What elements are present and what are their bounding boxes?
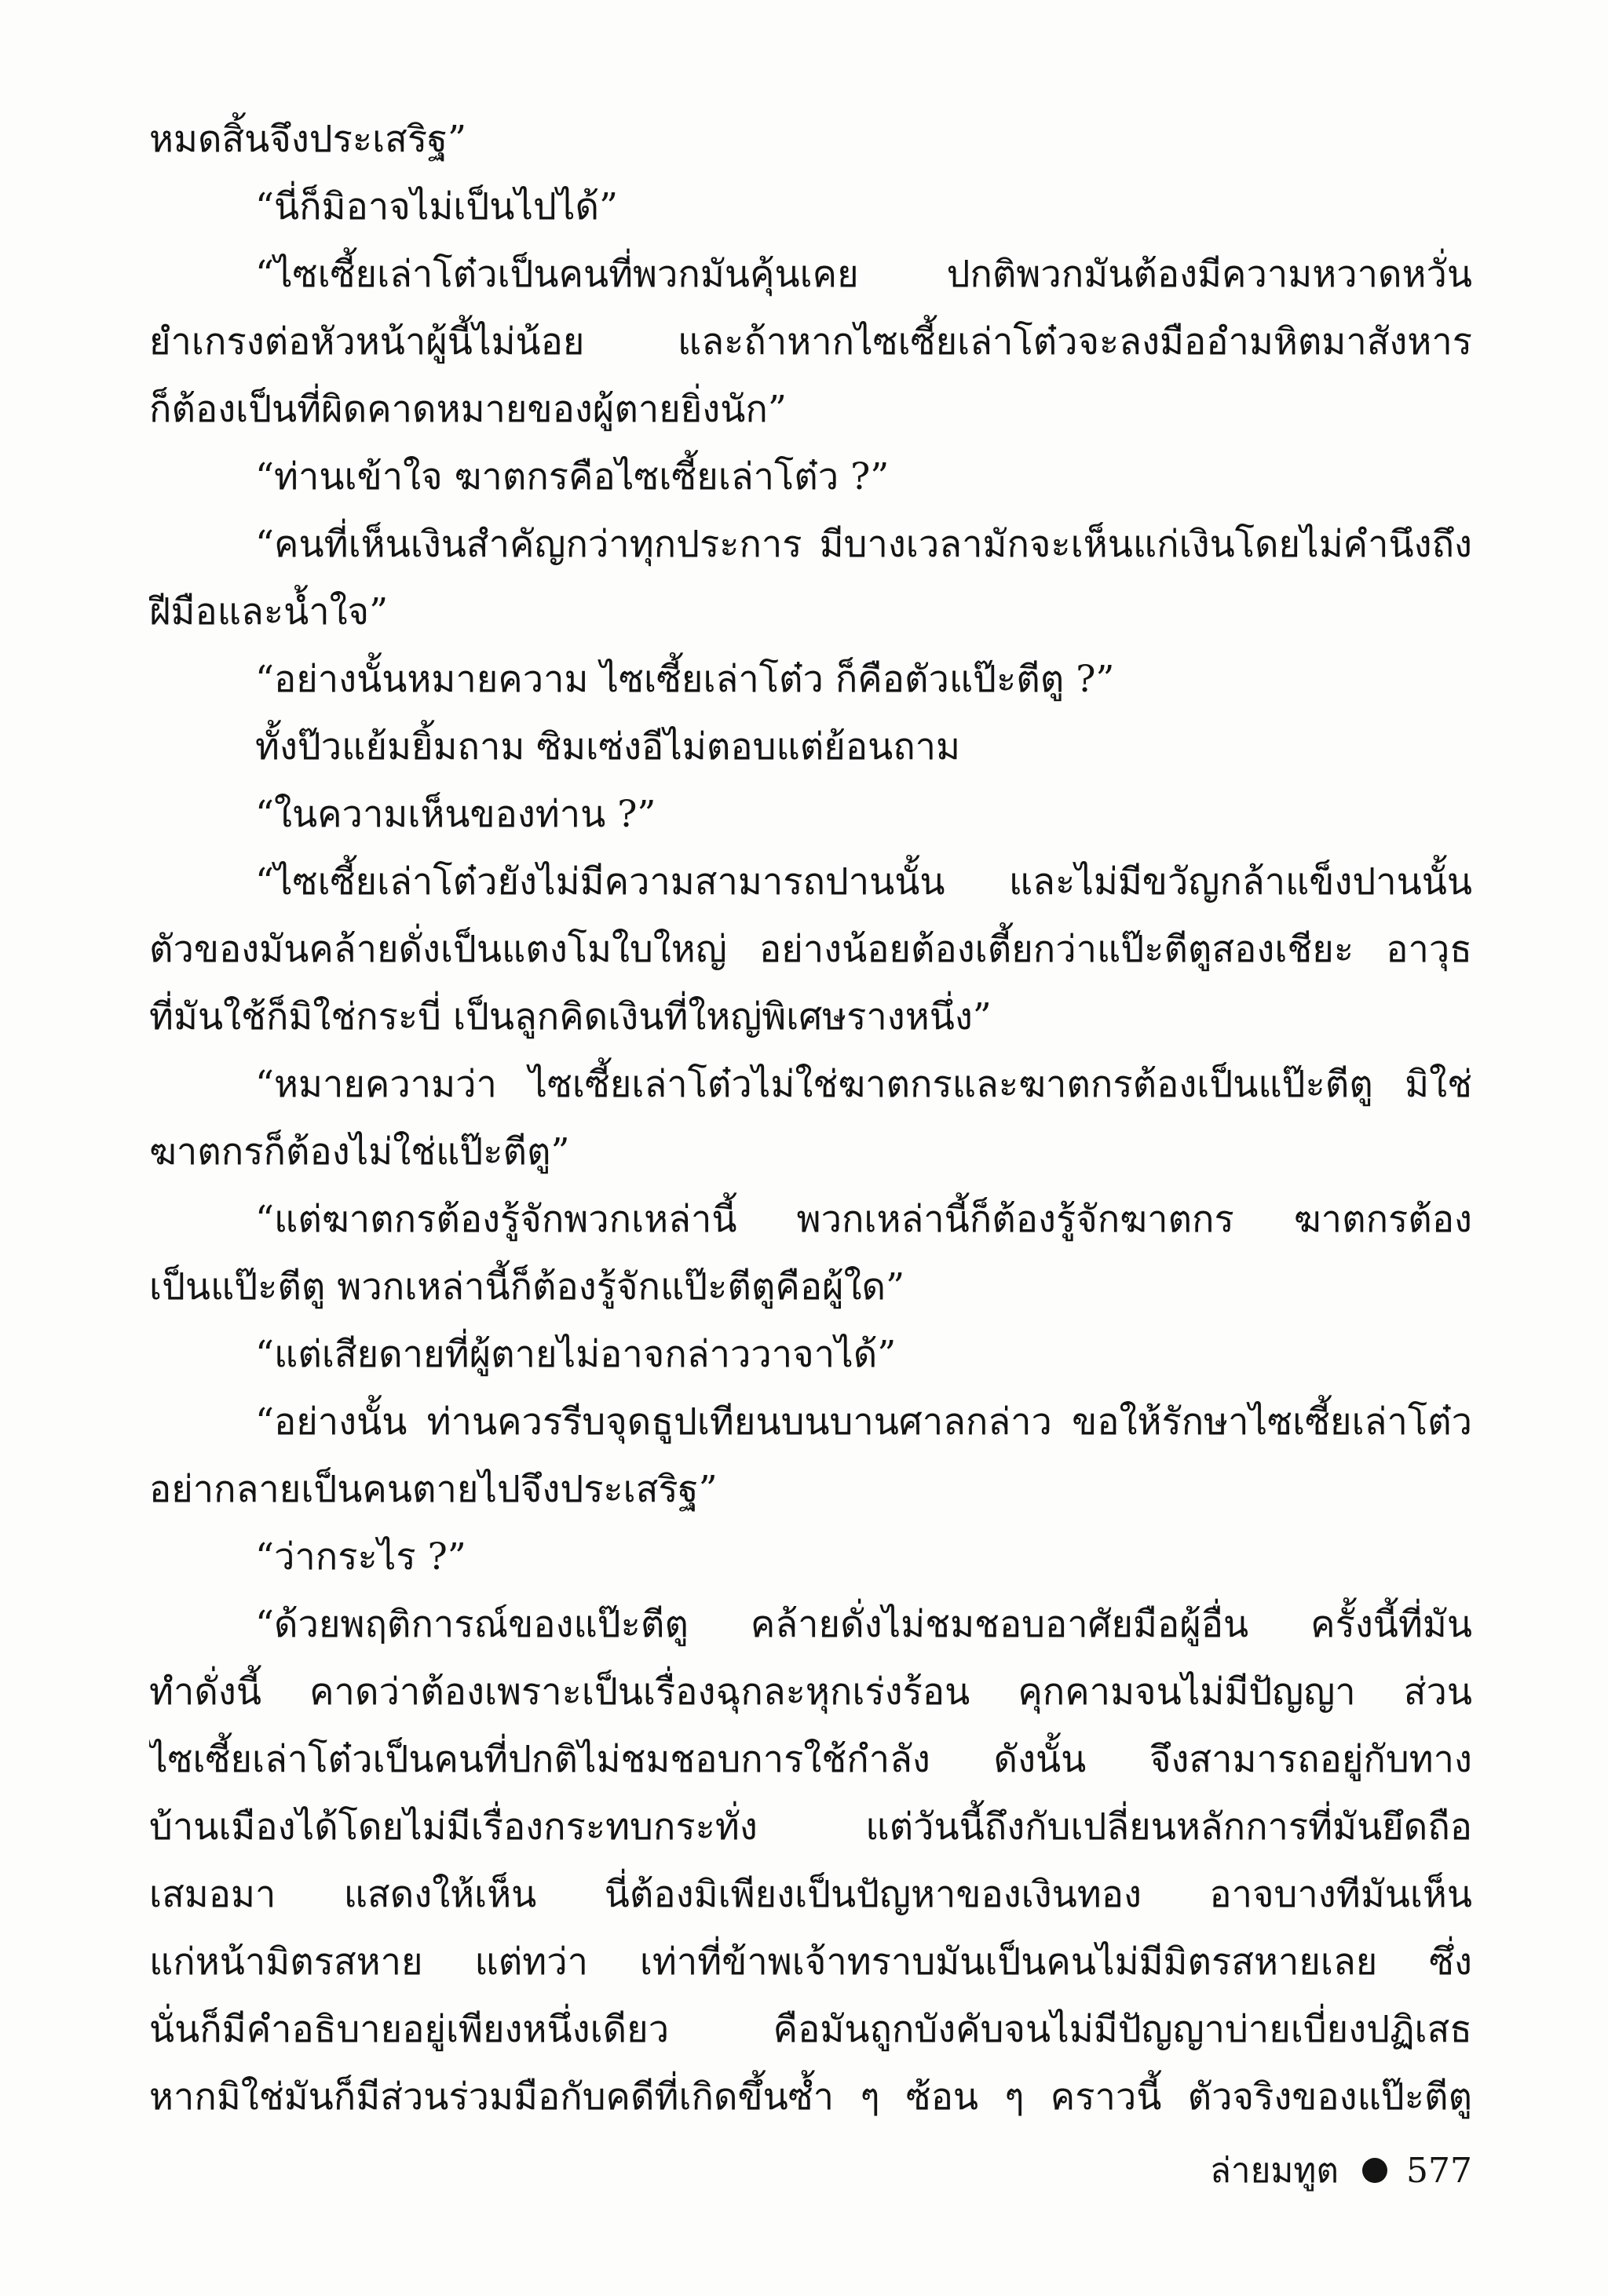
page-footer — [1186, 2147, 1472, 2194]
text-line: เป็นแป๊ะตีตู พวกเหล่านี้ก็ต้องรู้จักแป๊ะตีตูคือผู้ใด” — [149, 1265, 905, 1309]
text-line: ยำเกรงต่อหัวหน้าผู้นี้ไม่น้อย และถ้าหากไซเซี้ยเล่าโต๋วจะลงมืออำมหิตมาสังหาร — [149, 320, 1472, 363]
text-line: “ว่ากระไร ?” — [255, 1535, 466, 1579]
text-line: “ไซเซี้ยเล่าโต๋วเป็นคนที่พวกมันคุ้นเคย ปกติพวกมันต้องมีความหวาดหวั่น — [255, 253, 1472, 296]
text-line: แก่หน้ามิตรสหาย แต่ทว่า เท่าที่ข้าพเจ้าทราบมันเป็นคนไม่มีมิตรสหายเลย ซึ่ง — [149, 1940, 1472, 1984]
text-line: “หมายความว่า ไซเซี้ยเล่าโต๋วไม่ใช่ฆาตกรและฆาตกรต้องเป็นแป๊ะตีตู มิใช่ — [255, 1063, 1472, 1106]
text-line: “ท่านเข้าใจ ฆาตกรคือไซเซี้ยเล่าโต๋ว ?” — [255, 455, 890, 498]
text-line: “ด้วยพฤติการณ์ของแป๊ะตีตู คล้ายดั่งไม่ชมชอบอาศัยมือผู้อื่น ครั้งนี้ที่มัน — [255, 1603, 1472, 1646]
text-line: เสมอมา แสดงให้เห็น นี่ต้องมิเพียงเป็นปัญหาของเงินทอง อาจบางทีมันเห็น — [149, 1873, 1472, 1916]
text-line: ฆาตกรก็ต้องไม่ใช่แป๊ะตีตู” — [149, 1130, 570, 1174]
text-line: “แต่เสียดายที่ผู้ตายไม่อาจกล่าววาจาได้” — [255, 1333, 897, 1376]
book-title: ล่ายมทูต — [1209, 2151, 1339, 2191]
text-line: “อย่างนั้น ท่านควรรีบจุดธูปเทียนบนบานศาลกล่าว ขอให้รักษาไซเซี้ยเล่าโต๋ว — [255, 1400, 1472, 1444]
body-text — [149, 106, 1472, 2131]
text-line: ที่มันใช้ก็มิใช่กระบี่ เป็นลูกคิดเงินที่ใหญ่พิเศษรางหนึ่ง” — [149, 995, 992, 1038]
text-line: ทั้งป๊วแย้มยิ้มถาม ซิมเซ่งอีไม่ตอบแต่ย้อนถาม — [255, 725, 961, 768]
text-line: นั่นก็มีคำอธิบายอยู่เพียงหนึ่งเดียว คือมันถูกบังคับจนไม่มีปัญญาบ่ายเบี่ยงปฏิเสธ — [149, 2008, 1472, 2051]
text-line: บ้านเมืองได้โดยไม่มีเรื่องกระทบกระทั่ง แต่วันนี้ถึงกับเปลี่ยนหลักการที่มันยึดถือ — [149, 1805, 1472, 1849]
text-line: ก็ต้องเป็นที่ผิดคาดหมายของผู้ตายยิ่งนัก” — [149, 388, 787, 431]
text-line: ฝีมือและน้ำใจ” — [149, 590, 389, 633]
text-line: ไซเซี้ยเล่าโต๋วเป็นคนที่ปกติไม่ชมชอบการใช้กำลัง ดังนั้น จึงสามารถอยู่กับทาง — [149, 1738, 1472, 1781]
text-line: “อย่างนั้นหมายความ ไซเซี้ยเล่าโต๋ว ก็คือตัวแป๊ะตีตู ?” — [255, 658, 1115, 701]
text-line: หากมิใช่มันก็มีส่วนร่วมมือกับคดีที่เกิดขึ้นซ้ำ ๆ ซ้อน ๆ คราวนี้ ตัวจริงของแป๊ะตีตู — [149, 2075, 1472, 2119]
page-number: 577 — [1406, 2150, 1472, 2191]
text-line: หมดสิ้นจึงประเสริฐ” — [149, 118, 467, 161]
text-line: ทำดั่งนี้ คาดว่าต้องเพราะเป็นเรื่องฉุกละหุกเร่งร้อน คุกคามจนไม่มีปัญญา ส่วน — [149, 1670, 1472, 1714]
text-line: “คนที่เห็นเงินสำคัญกว่าทุกประการ มีบางเวลามักจะเห็นแก่เงินโดยไม่คำนึงถึง — [255, 523, 1472, 566]
text-line: “ในความเห็นของท่าน ?” — [255, 793, 656, 836]
text-line: “นี่ก็มิอาจไม่เป็นไปได้” — [255, 185, 619, 228]
text-line: “แต่ฆาตกรต้องรู้จักพวกเหล่านี้ พวกเหล่านี้ก็ต้องรู้จักฆาตกร ฆาตกรต้อง — [255, 1198, 1472, 1241]
text-line: อย่ากลายเป็นคนตายไปจึงประเสริฐ” — [149, 1468, 718, 1511]
text-line: “ไซเซี้ยเล่าโต๋วยังไม่มีความสามารถปานนั้น และไม่มีขวัญกล้าแข็งปานนั้น — [255, 860, 1472, 903]
text-line: ตัวของมันคล้ายดั่งเป็นแตงโมใบใหญ่ อย่างน้อยต้องเตี้ยกว่าแป๊ะตีตูสองเชียะ อาวุธ — [149, 928, 1472, 971]
bullet-dot-icon — [1362, 2158, 1387, 2183]
